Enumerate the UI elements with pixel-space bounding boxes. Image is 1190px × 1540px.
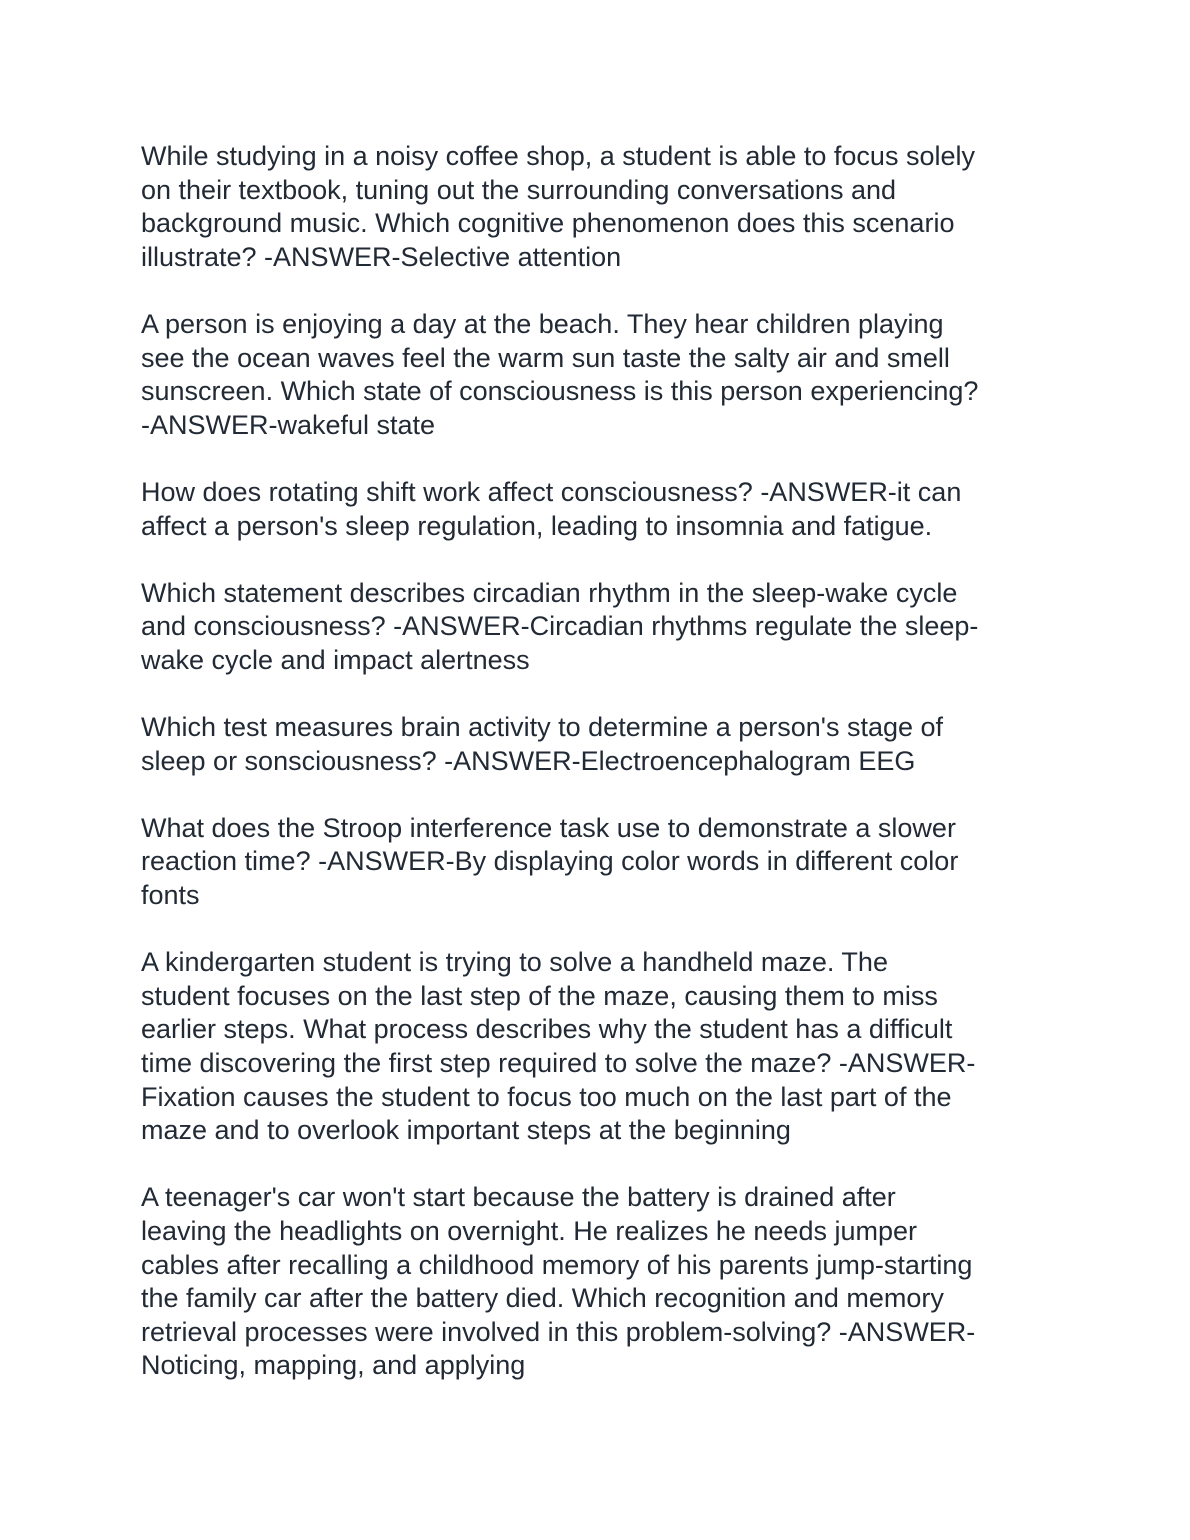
- text-line: sleep or sonsciousness? -ANSWER-Electroencephalogram EEG: [141, 745, 916, 776]
- text-line: background music. Which cognitive phenomenon does this scenario: [141, 208, 955, 239]
- qa-paragraph-3: [141, 476, 1061, 543]
- text-line: Which statement describes circadian rhythm in the sleep-wake cycle: [141, 577, 958, 608]
- text-line: student focuses on the last step of the maze, causing them to miss: [141, 980, 938, 1011]
- text-line: maze and to overlook important steps at the beginning: [141, 1115, 791, 1146]
- qa-paragraph-1: [141, 140, 1061, 274]
- text-line: time discovering the first step required to solve the maze? -ANSWER-: [141, 1048, 976, 1079]
- text-line: What does the Stroop interference task use to demonstrate a slower: [141, 812, 956, 843]
- text-line: on their textbook, tuning out the surrounding conversations and: [141, 174, 896, 205]
- qa-paragraph-7: [141, 946, 1061, 1148]
- text-line: -ANSWER-wakeful state: [141, 409, 436, 440]
- text-line: A person is enjoying a day at the beach. They hear children playing: [141, 308, 944, 339]
- text-line: earlier steps. What process describes why the student has a difficult: [141, 1014, 953, 1045]
- text-line: reaction time? -ANSWER-By displaying color words in different color: [141, 846, 959, 877]
- text-line: Fixation causes the student to focus too much on the last part of the: [141, 1081, 952, 1112]
- text-line: retrieval processes were involved in this problem-solving? -ANSWER-: [141, 1316, 976, 1347]
- text-line: A teenager's car won't start because the battery is drained after: [141, 1182, 896, 1213]
- qa-paragraph-6: [141, 812, 1061, 913]
- text-line: sunscreen. Which state of consciousness is this person experiencing?: [141, 376, 979, 407]
- text-line: Which test measures brain activity to determine a person's stage of: [141, 712, 944, 743]
- text-line: and consciousness? -ANSWER-Circadian rhythms regulate the sleep-: [141, 611, 979, 642]
- text-line: While studying in a noisy coffee shop, a student is able to focus solely: [141, 141, 975, 171]
- qa-paragraph-2: [141, 308, 1061, 442]
- qa-paragraph-4: [141, 577, 1061, 678]
- text-line: wake cycle and impact alertness: [141, 644, 530, 675]
- qa-paragraph-8: [141, 1181, 1061, 1383]
- text-line: A kindergarten student is trying to solve a handheld maze. The: [141, 947, 888, 978]
- text-line: affect a person's sleep regulation, leading to insomnia and fatigue.: [141, 510, 933, 541]
- document-body: [141, 140, 1061, 1417]
- text-line: cables after recalling a childhood memory of his parents jump-starting: [141, 1249, 973, 1280]
- qa-paragraph-5: [141, 711, 1061, 778]
- text-line: see the ocean waves feel the warm sun taste the salty air and smell: [141, 342, 950, 373]
- text-line: Noticing, mapping, and applying: [141, 1350, 526, 1381]
- text-line: fonts: [141, 880, 200, 911]
- text-line: How does rotating shift work affect consciousness? -ANSWER-it can: [141, 476, 962, 507]
- text-line: leaving the headlights on overnight. He realizes he needs jumper: [141, 1216, 917, 1246]
- text-line: the family car after the battery died. Which recognition and memory: [141, 1283, 944, 1314]
- text-line: illustrate? -ANSWER-Selective attention: [141, 241, 622, 272]
